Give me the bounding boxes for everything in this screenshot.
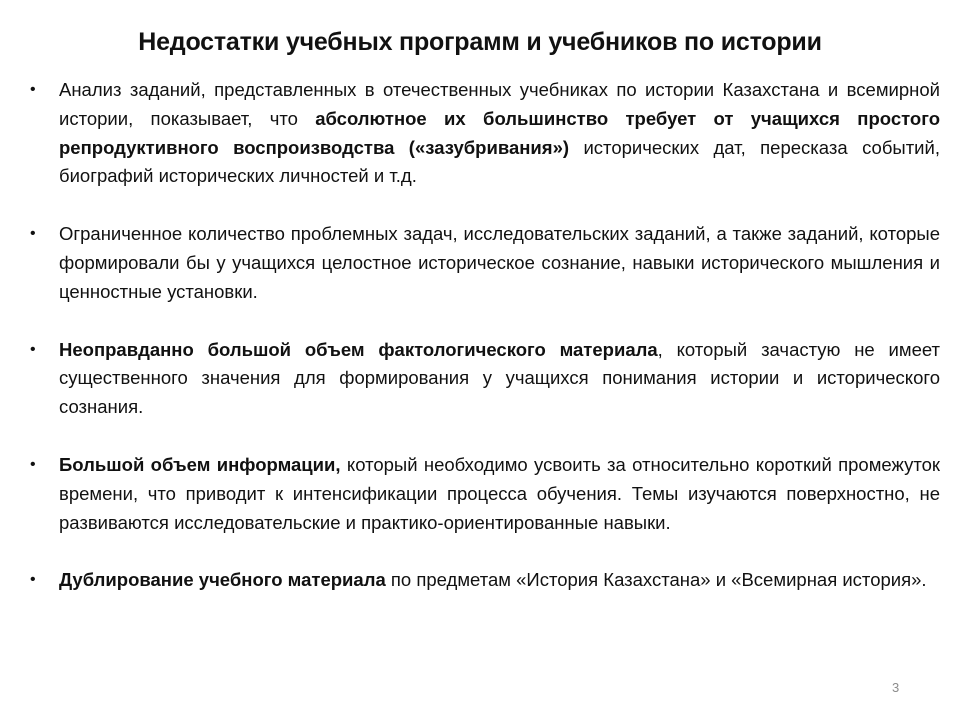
bullet-item bbox=[28, 220, 940, 306]
bullet-dot-icon: • bbox=[30, 455, 36, 473]
bullet-dot-icon: • bbox=[30, 571, 36, 589]
bullet-text-segment: Анализ заданий, представленных в отечественных учебниках по истории Казахстана и всемирной истории, показывает, что bbox=[59, 79, 940, 129]
bullet-dot-icon: • bbox=[30, 340, 36, 358]
bullet-item bbox=[28, 451, 940, 537]
bullet-text-segment: который необходимо усвоить за относительно короткий промежуток времени, что приводит к интенсификации процесса обучения. Темы изучаются поверхностно, не развиваются исследовательские и практико-ориентированные навыки. bbox=[59, 453, 940, 533]
bullet-text-segment: по предметам «История Казахстана» и «Всемирная история». bbox=[385, 569, 927, 591]
bullet-list bbox=[28, 76, 940, 595]
bullet-text-segment: , который зачастую не имеет существенного значения для формирования у учащихся понимания истории и исторического сознания. bbox=[59, 338, 941, 418]
bullet-item bbox=[28, 76, 940, 191]
bullet-text-bold: абсолютное их большинство требует от учащихся простого репродуктивного воспроизводства («зазубривания») bbox=[59, 107, 940, 158]
slide-title: Недостатки учебных программ и учебников по истории bbox=[138, 28, 822, 56]
bullet-dot-icon: • bbox=[30, 81, 36, 98]
bullet-dot-icon: • bbox=[30, 225, 36, 243]
bullet-item bbox=[28, 566, 940, 595]
bullet-text-bold: Дублирование учебного материала bbox=[59, 569, 386, 591]
page-number: 3 bbox=[892, 680, 900, 695]
bullet-text-segment: Ограниченное количество проблемных задач, исследовательских заданий, а также заданий, которые формировали бы у учащихся целостное историческое сознание, навыки исторического мышления и ценностные установки. bbox=[59, 223, 940, 302]
bullet-item bbox=[28, 336, 940, 422]
bullet-text-bold: Неоправданно большой объем фактологического материала bbox=[59, 338, 658, 360]
bullet-text-bold: Большой объем информации, bbox=[59, 453, 341, 475]
bullet-text-segment: исторических дат, пересказа событий, биографий исторических личностей и т.д. bbox=[59, 136, 940, 187]
